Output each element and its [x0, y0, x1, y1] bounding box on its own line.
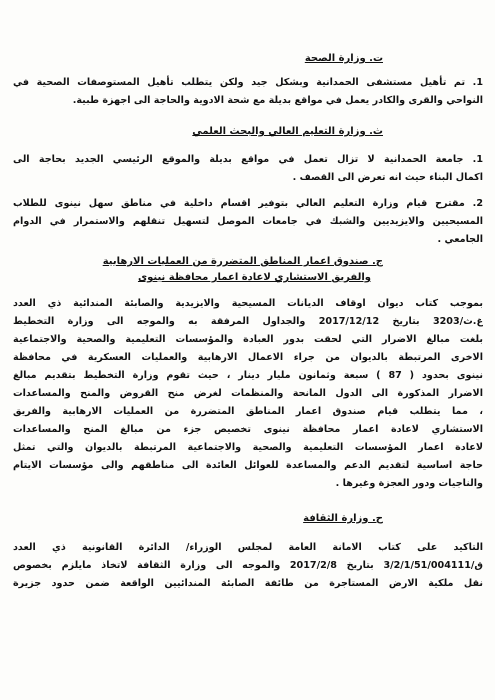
- fund-line-9: لاعادة اعمار المؤسسات التعليمية والصحية والاجتماعية المرتبطة بالديوان والتي تمثل: [13, 442, 483, 453]
- fund-line-7: ، مما يتطلب قيام صندوق اعمار المناطق المتضررة من العمليات الارهابية والفريق: [13, 406, 483, 417]
- fund-line-8: الاستشاري لاعادة اعمار محافظة نينوى تخصيص جزء من مبالغ المنح والمساعدات: [13, 424, 483, 435]
- health-line-1: 1. تم تأهيل مستشفى الحمدانية وبشكل جيد ولكن يتطلب تأهيل المستوصفات الصحية في: [13, 77, 483, 88]
- culture-line-1: التاكيد على كتاب الامانة العامة لمجلس الوزراء/ الدائرة القانونية ذي العدد: [13, 542, 483, 553]
- section-heading-culture: ح. وزارة الثقافة: [303, 513, 383, 524]
- education-item2-line-3: الجامعي .: [437, 234, 483, 245]
- fund-line-4: الاخرى المرتبطة بالديوان من جراء الاعمال الارهابية والعمليات العسكرية في محافظة: [13, 352, 483, 363]
- section-subheading-advisory-team: والفريق الاستشاري لاعادة اعمار محافظة نينوى: [137, 272, 371, 283]
- fund-line-3: بلغت مبالغ الاضرار التي لحقت بدور العبادة والمؤسسات التعليمية والصحية والاجتماعية: [13, 334, 483, 345]
- fund-line-5: نينوى بحدود ( 87 ) سبعة وثمانون مليار دينار ، حيث تقوم وزارة التخطيط بتقديم مبالغ: [13, 370, 483, 381]
- culture-line-3: نقل ملكية الارض المستاجرة من طائفة الصابئة المندائيين الواقعة ضمن حدود جزيرة: [13, 578, 483, 589]
- fund-line-1: بموجب كتاب ديوان اوقاف الديانات المسيحية والايزيدية والصابئة المندائية ذي العدد: [13, 298, 483, 309]
- culture-line-2: ق/3/2/1/51/004111 بتاريخ 2017/2/8 والموجه الى وزارة الثقافة لاتخاذ مايلزم بخصوص: [13, 560, 483, 571]
- fund-line-10: حاجة اساسية لتقديم الدعم والمساعدة للعوائل العائدة الى مناطقهم والى مؤسسات الايتام: [13, 460, 483, 471]
- health-line-2: النواحي والقرى والكادر يعمل في مواقع بديلة مع شحة الادوية والحاجة الى اجهزة طبية.: [72, 95, 483, 106]
- section-heading-health: ت. وزارة الصحة: [304, 53, 383, 64]
- fund-line-11: والناجيات ودور العجزة وغيرها .: [335, 478, 483, 489]
- section-heading-reconstruction-fund: ج. صندوق اعمار المناطق المتضررة من العمليات الارهابية: [102, 256, 383, 267]
- fund-line-6: الاضرار المذكورة الى الدول المانحة والمنظمات لغرض منح القروض والمنح والمساعدات: [13, 388, 483, 399]
- fund-line-2: غ.ث/3203 بتاريخ 2017/12/12 والجداول المرفقة به والموجه الى وزارة التخطيط: [13, 316, 483, 327]
- section-heading-higher-education: ث. وزارة التعليم العالي والبحث العلمي: [192, 126, 383, 137]
- education-item1-line-2: اكمال البناء حيث انه تعرض الى القصف .: [292, 172, 483, 183]
- education-item2-line-1: 2. مقترح قيام وزارة التعليم العالي بتوفير اقسام داخلية في مناطق سهل نينوى للطلاب: [13, 198, 483, 209]
- education-item2-line-2: المسيحيين والايزيديين والشبك في جامعات الموصل لتسهيل تنقلهم والاستمرار في الدوام: [13, 216, 483, 227]
- education-item1-line-1: 1. جامعة الحمدانية لا تزال تعمل في مواقع بديلة والموقع الرئيسي الجديد بحاجة الى: [13, 154, 483, 165]
